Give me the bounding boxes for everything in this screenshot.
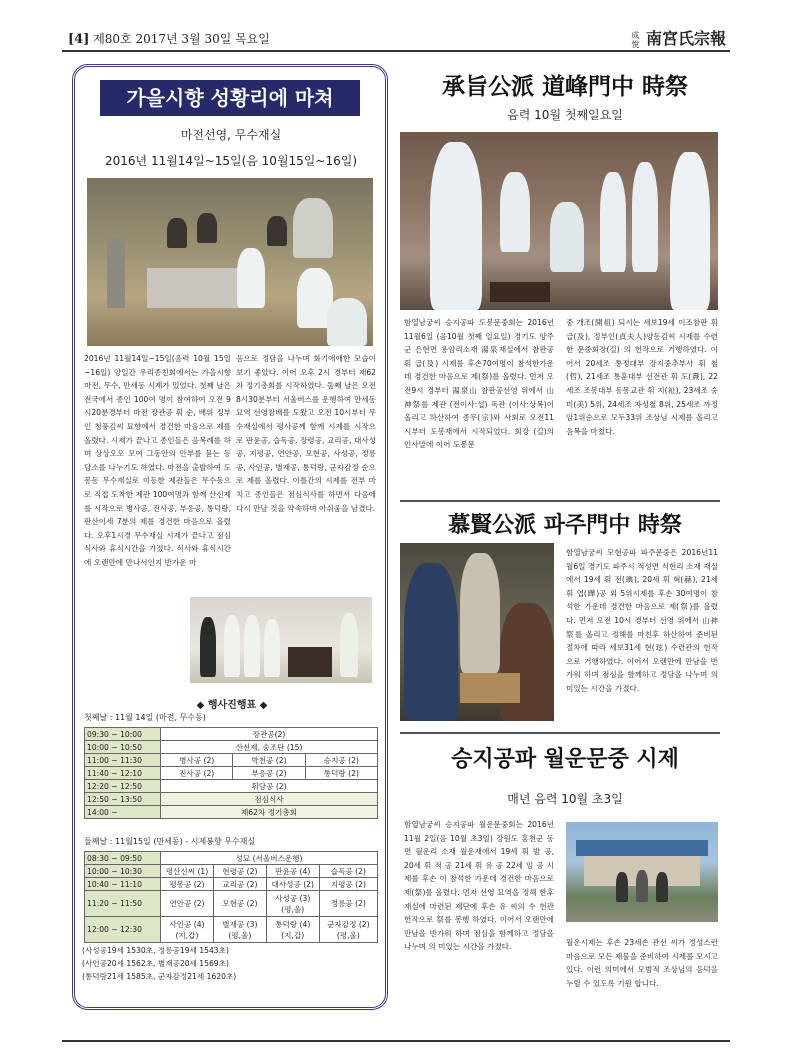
art1-photo <box>400 132 718 310</box>
left-article-col1: 2016년 11월14일~15일(음력 10월 15일~16일) 양일간 우리종친회에서는 가을시향 마전, 무수, 만세동 시제가 있었다. 첫째 날은 전국에서 종인 100여 명이 참여하여 오전 9시20분경부터 마전 장관공 휘 순, 배위 정부인 청풍김씨 묘향에서 경건한 마음으로 제를 올렸다. 시제가 끝나고 종인들은 음복례를 하며 상상오오 모여 그동안의 안부를 묻는 등 담소를 나누기도 하였다. 마전을 출발하여 도봉동 무수재실로 이동한 제관들은 무수동으로 직접 도착한 제관 100여명과 함께 산신제를 시작으로 병사공, 진사공, 부응공, 통덕랑, 판산이세 7분의 제를 경건한 마음으로 올렸다. 오후1시경 무수재실 시제가 끝나고 점심식사와 휴식시간을 가졌다. 식사와 휴식시간에 오랜만에 만나서인지 반가운 마 <box>84 354 231 567</box>
left-article-col2: 음으로 정담을 나누며 화기애애한 모습이 보기 좋았다. 이어 오후 2시 경부터 제62차 정기총회를 시작하였다. 둘째 날은 오전 8시30분부터 서울버스를 운행하여 만세동 묘역 선영참배를 도왔고 오전 10시부터 무수재실에서 평사공께 함께 시제를 시작으로 판윤공, 습독공, 장령공, 교리공, 대사성공, 지평공, 연안공, 모현공, 사성공, 정릉공, 사인공, 별재공, 통덕랑, 군자감정 순으로 제를 올렸다. 이틀간의 시제를 전부 마치고 종인들은 점심식사를 하면서 다음에 다시 만날 것을 약속하며 아쉬움을 남겼다. <box>236 354 376 513</box>
schedule-table-day2 <box>84 851 378 943</box>
left-photo-ceremony <box>87 178 373 346</box>
paper-name: 成 悅 南宮氏宗報 <box>631 29 726 49</box>
paper-small: 成 悅 <box>631 30 640 49</box>
table-row: 08:30 ~ 09:50 성묘 (서울버스운행) <box>85 852 378 865</box>
art1-col1: 함열남궁씨 승지공파 도봉문중회는 2016년11월6일 (음10월 첫째 일요일) 경기도 양주군 은현면 용암리소재 湯泉재실에서 참판공 휘 급(及) 시제를 후손70여명이 참석한가운데 경건한 마음으로 제(祭)를 올렸다. 먼저 오전9시 경부터 湯泉山 참판공선영 위에서 山神祭를 제관 (전이사:섭) 독관 (이사:상복)이 올리고 하산하여 종무(宗)와 사회로 오전11시부터 도봉재에서 시작되었다. 회장 (길)의 인사말에 이어 도봉문 <box>404 318 554 450</box>
art3-title: 승지공파 월운문중 시제 <box>451 747 679 772</box>
art2-title: 慕賢公派 파주門中 時祭 <box>448 512 682 538</box>
schedule-day1-label: 첫째날 : 11월 14일 (마전, 무수동) <box>84 713 206 722</box>
art3-col2: 월운시제는 후손 23세손 관선 씨가 정성스런 마음으로 모든 제물을 준비하여 시제를 모시고 있다. 이런 의미에서 모범적 조상님의 음덕을 누릴 수 있도록 기원 합니다. <box>566 938 718 988</box>
page-header <box>62 26 730 52</box>
schedule-table-day1 <box>84 727 378 819</box>
left-article-title: 가을시향 성황리에 마쳐 <box>100 80 360 116</box>
schedule-title: ◆ 행사진행표 ◆ <box>196 700 268 711</box>
table-row: 10:00 ~ 10:50 산신제, 숭조단 (15) <box>85 741 378 754</box>
art2-divider <box>400 732 720 734</box>
schedule-day2-label: 둘째날 : 11월15일 (만세동) - 시제봉향 무수재실 <box>84 837 256 846</box>
left-photo-meeting <box>190 597 372 683</box>
art3-col1: 함열남궁씨 승지공파 월운문중회는 2016년 11월 2일(음 10월 초3일) 강원도 홍천군 동면 월운리 소재 월운재에서 19세 휘 발 공, 20세 휘 적 공 21세 휘 유 공 22세 임 공 시제를 후손 이 참석한 가운데 경건한 마음으로 제(祭)를 올렸다. 먼저 선영 묘역을 정해 한후 재실에 마련된 제단에 후손 유 씨의 수 헌관 헌작으로 祭를 봉행 하였다. 이어서 오랜만에 만남을 반가워 하며 점심을 함께하고 정담을 나누며 의 미있는 시간을 가졌다. <box>404 820 554 952</box>
schedule-notes: (사성공19세 1530초, 정릉공19세 1543초) (사인공20세 1562초, 별재공20세 1569초) (통덕랑21세 1585초, 군자감정21세 1620초) <box>82 946 237 981</box>
art3-subtitle: 매년 음력 10월 초3일 <box>507 792 623 806</box>
footer-rule <box>62 1040 730 1042</box>
issue-line <box>68 30 270 47</box>
table-row: 12:20 ~ 12:50 휘당공 (2) <box>85 780 378 793</box>
table-row: 10:00 ~ 10:30 평산신씨 (1) 현령공 (2) 판윤공 (4) 습독공 (2) <box>85 865 378 878</box>
table-row: 14:00 ~ 제62차 정기총회 <box>85 806 378 819</box>
issue-date: 제80호 2017년 3월 30일 목요일 <box>93 32 270 46</box>
table-row: 10:40 ~ 11:10 평봉공 (2) 교리공 (2) 대사성공 (2) 지평공 (2) <box>85 878 378 891</box>
art2-text: 함열남궁씨 모현공파 파주문중은 2016년11월6일 경기도 파주시 적성면 식현리 소재 재실에서 19세 휘 전(琠), 20세 휘 혁(赫), 21세 휘 엽(曄)공 외 5위시제를 후손 30여명이 참석한 가운데 경건한 마음으로 제(祭)를 올렸다. 먼저 오전 10시 경부터 선영 위에서 山神祭를 올리고 정해를 마친후 하산하여 준비된 절차에 따라 세보31세 현(玹) 수련관의 헌작으로 거행하였다. 이어서 오랜만에 만남을 반가워 하며 점심을 함께하고 정담을 나누며 의미있는 시간을 가졌다. <box>566 548 718 693</box>
art1-col2: 중 개조(開祖) 되시는 세보19세 이조참판 휘 급(及), 정부인(貞夫人)양동김씨 시제를 수련한 문중회장(길) 의 헌작으로 거행하였다. 이어서 20세조 통정대부 장지중추부사 휘 철(哲), 21세조 통훈대부 선전관 휘 도(燾), 22세조 조봉대부 동몽교관 휘 지(祉), 23세조 숭미(美) 5위, 24세조 자성철 8위, 25세조 까정암1위순으로 모두33위 조상님 시제를 올리고 음복을 마쳤다. <box>566 318 718 436</box>
table-row: 12:00 ~ 12:30 사인공 (4) (지,갑) 별재공 (3) (평,울) 통덕랑 (4) (지,갑) 군자감정 (2) (평,울) <box>85 917 378 943</box>
table-row: 11:40 ~ 12:10 진사공 (2) 부응공 (2) 통덕랑 (2) <box>85 767 378 780</box>
table-row: 09:30 ~ 10:00 장관공(2) <box>85 728 378 741</box>
time-cell: 09:30 ~ 10:00 <box>85 728 161 741</box>
left-article-date: 2016년 11월14일~15일(음 10월15일~16일) <box>105 154 357 168</box>
art1-divider <box>400 500 720 502</box>
page-number: [4] <box>68 32 90 47</box>
table-row: 11:20 ~ 11:50 연안공 (2) 모현공 (2) 사성공 (3) (평,울) 정릉공 (2) <box>85 891 378 917</box>
art1-title: 承旨公派 道峰門中 時祭 <box>441 73 688 100</box>
left-article-subtitle: 마전선영, 무수재실 <box>180 128 282 142</box>
table-row: 11:00 ~ 11:30 병사공 (2) 박천공 (2) 승지공 (2) <box>85 754 378 767</box>
art3-photo <box>566 822 718 922</box>
table-row: 12:50 ~ 13:50 점심식사 <box>85 793 378 806</box>
art2-photo <box>400 543 554 721</box>
art1-subtitle: 음력 10월 첫째일요일 <box>507 108 623 122</box>
